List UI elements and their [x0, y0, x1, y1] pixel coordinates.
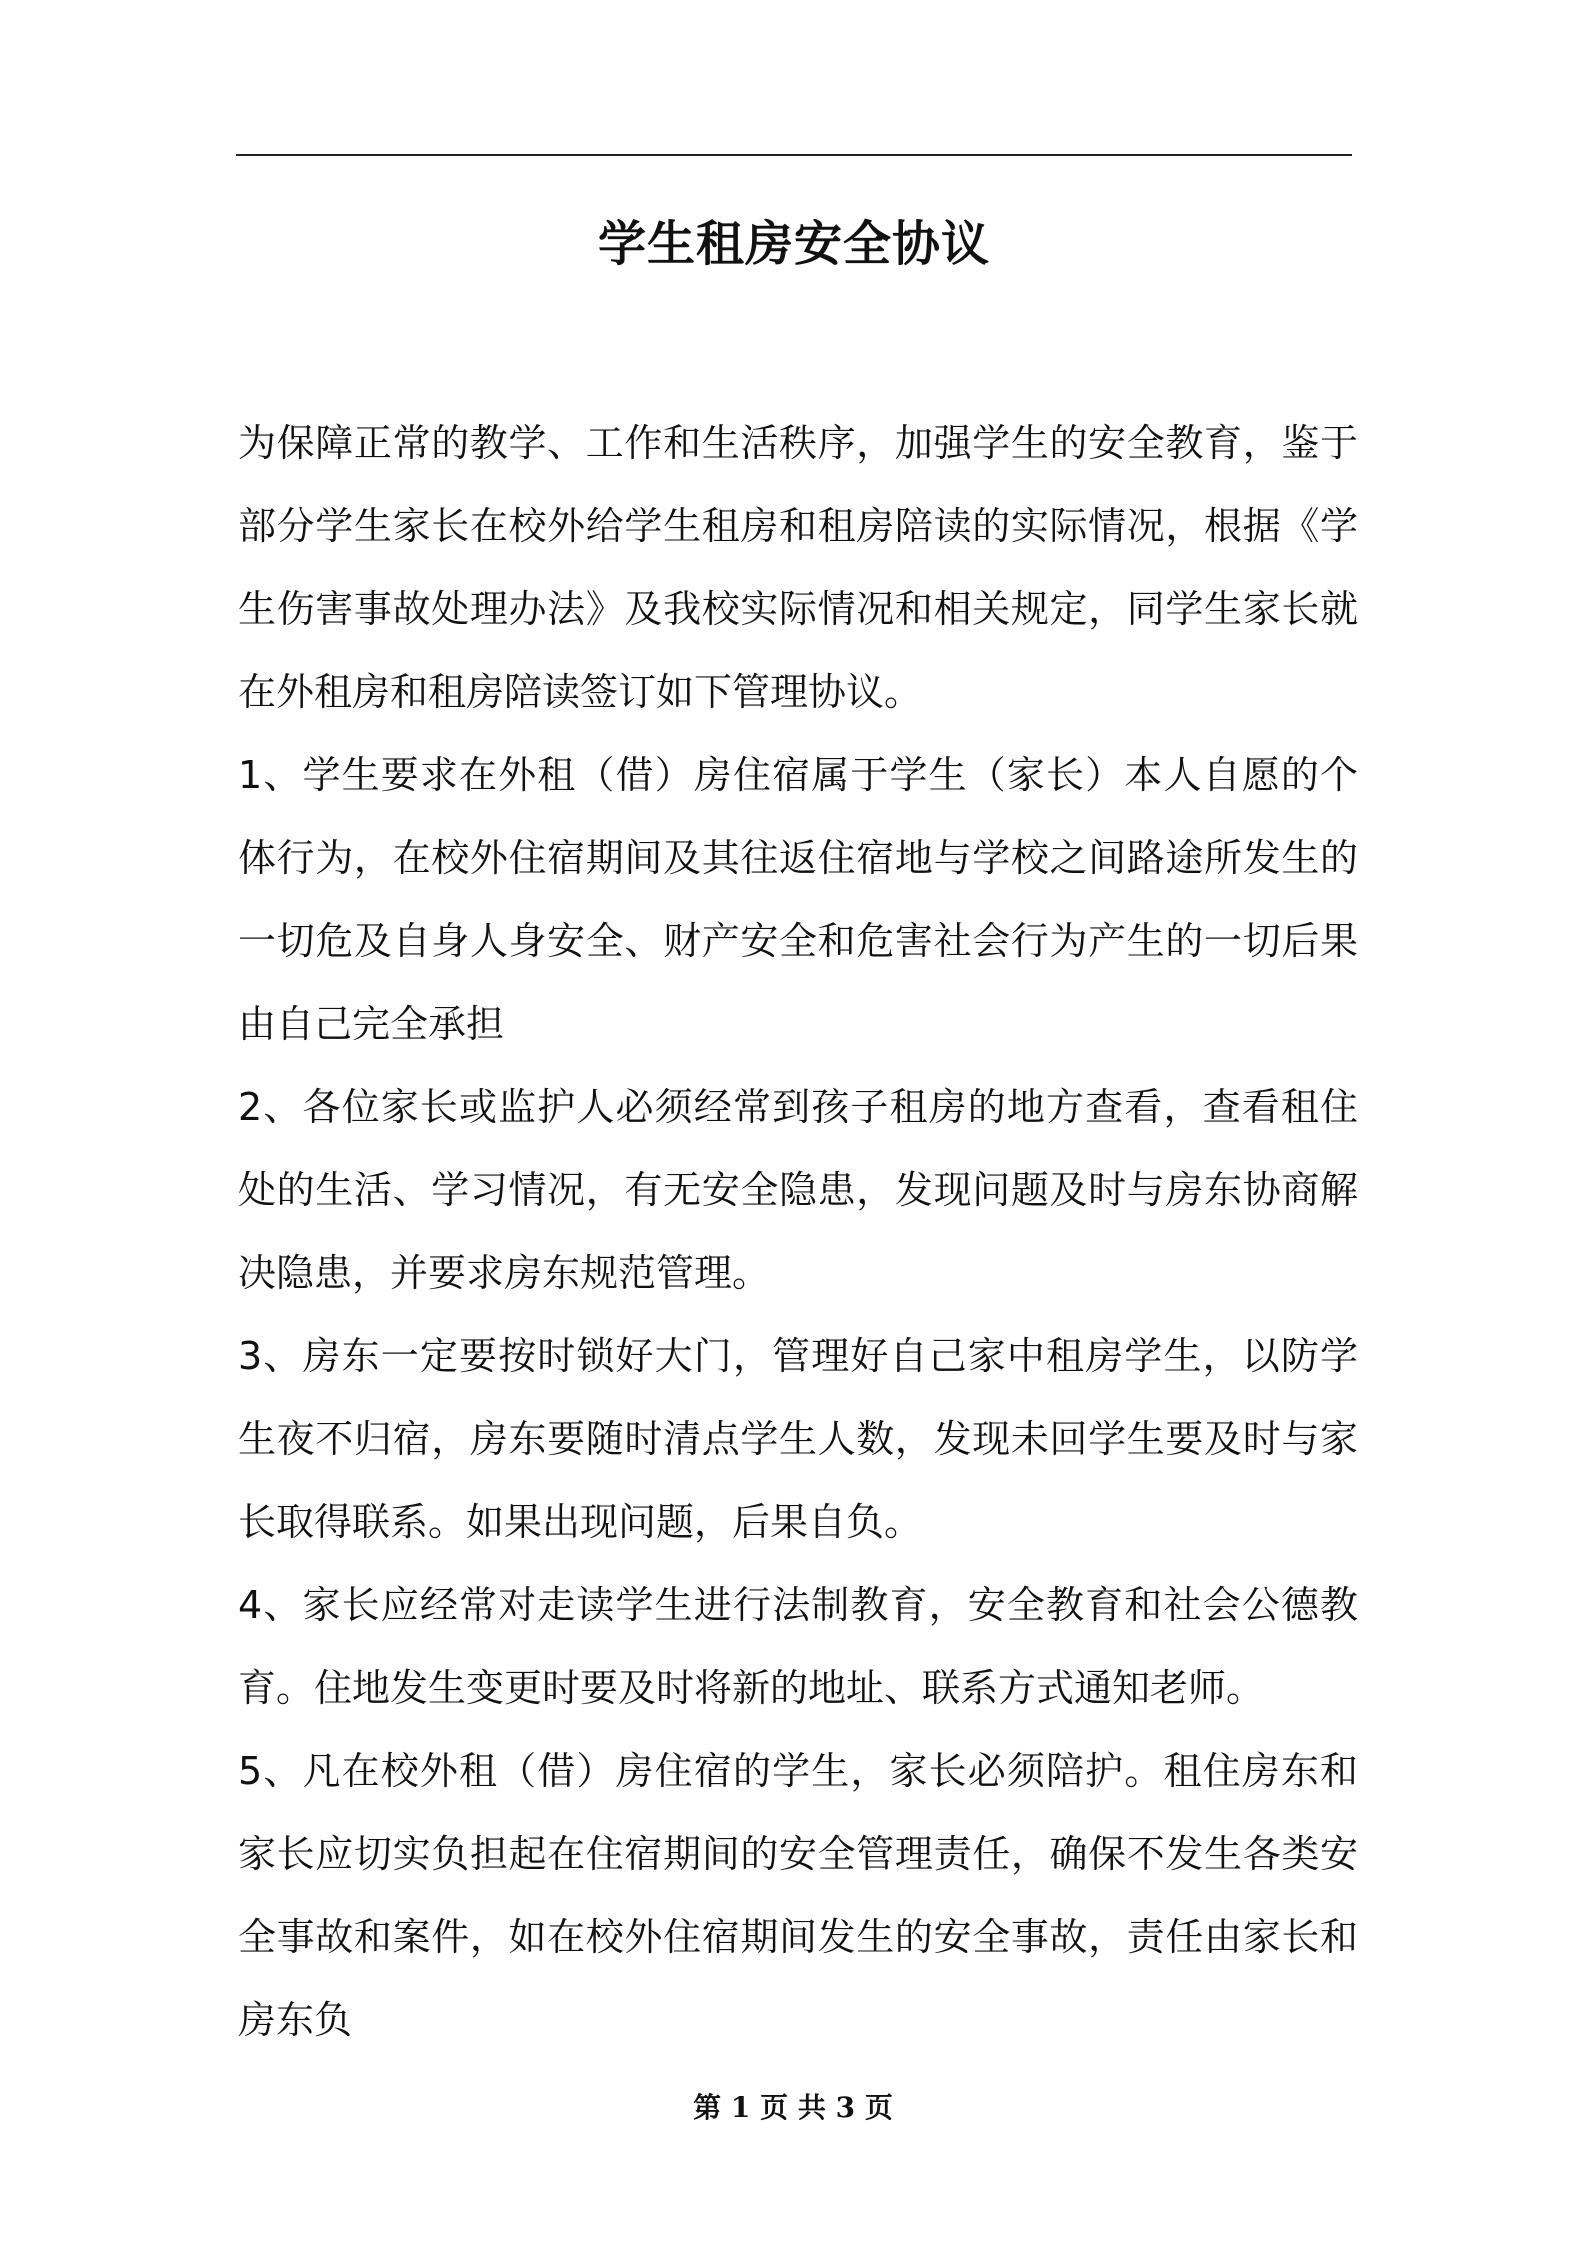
paragraph-clause-1: 1、学生要求在外租（借）房住宿属于学生（家长）本人自愿的个体行为，在校外住宿期间及其往返住宿地与学校之间路途所发生的一切危及自身人身安全、财产安全和危害社会行为产生的一切后果由自己完全承担 [238, 753, 1358, 1046]
page-number-footer: 第 1 页 共 3 页 [693, 2091, 893, 2124]
document-body [238, 402, 1358, 2062]
document-title: 学生租房安全协议 [597, 216, 990, 272]
paragraph-clause-5: 5、凡在校外租（借）房住宿的学生，家长必须陪护。租住房东和家长应切实负担起在住宿期间的安全管理责任，确保不发生各类安全事故和案件，如在校外住宿期间发生的安全事故，责任由家长和房东负 [238, 1749, 1358, 2042]
paragraph-clause-4: 4、家长应经常对走读学生进行法制教育，安全教育和社会公德教育。住地发生变更时要及时将新的地址、联系方式通知老师。 [238, 1583, 1358, 1710]
header-divider [236, 154, 1352, 156]
paragraph-intro: 为保障正常的教学、工作和生活秩序，加强学生的安全教育，鉴于部分学生家长在校外给学生租房和租房陪读的实际情况，根据《学生伤害事故处理办法》及我校实际情况和相关规定，同学生家长就在外租房和租房陪读签订如下管理协议。 [238, 421, 1358, 714]
paragraph-clause-3: 3、房东一定要按时锁好大门，管理好自己家中租房学生，以防学生夜不归宿，房东要随时清点学生人数，发现未回学生要及时与家长取得联系。如果出现问题，后果自负。 [238, 1334, 1358, 1544]
paragraph-clause-2: 2、各位家长或监护人必须经常到孩子租房的地方查看，查看租住处的生活、学习情况，有无安全隐患，发现问题及时与房东协商解决隐患，并要求房东规范管理。 [238, 1085, 1358, 1295]
